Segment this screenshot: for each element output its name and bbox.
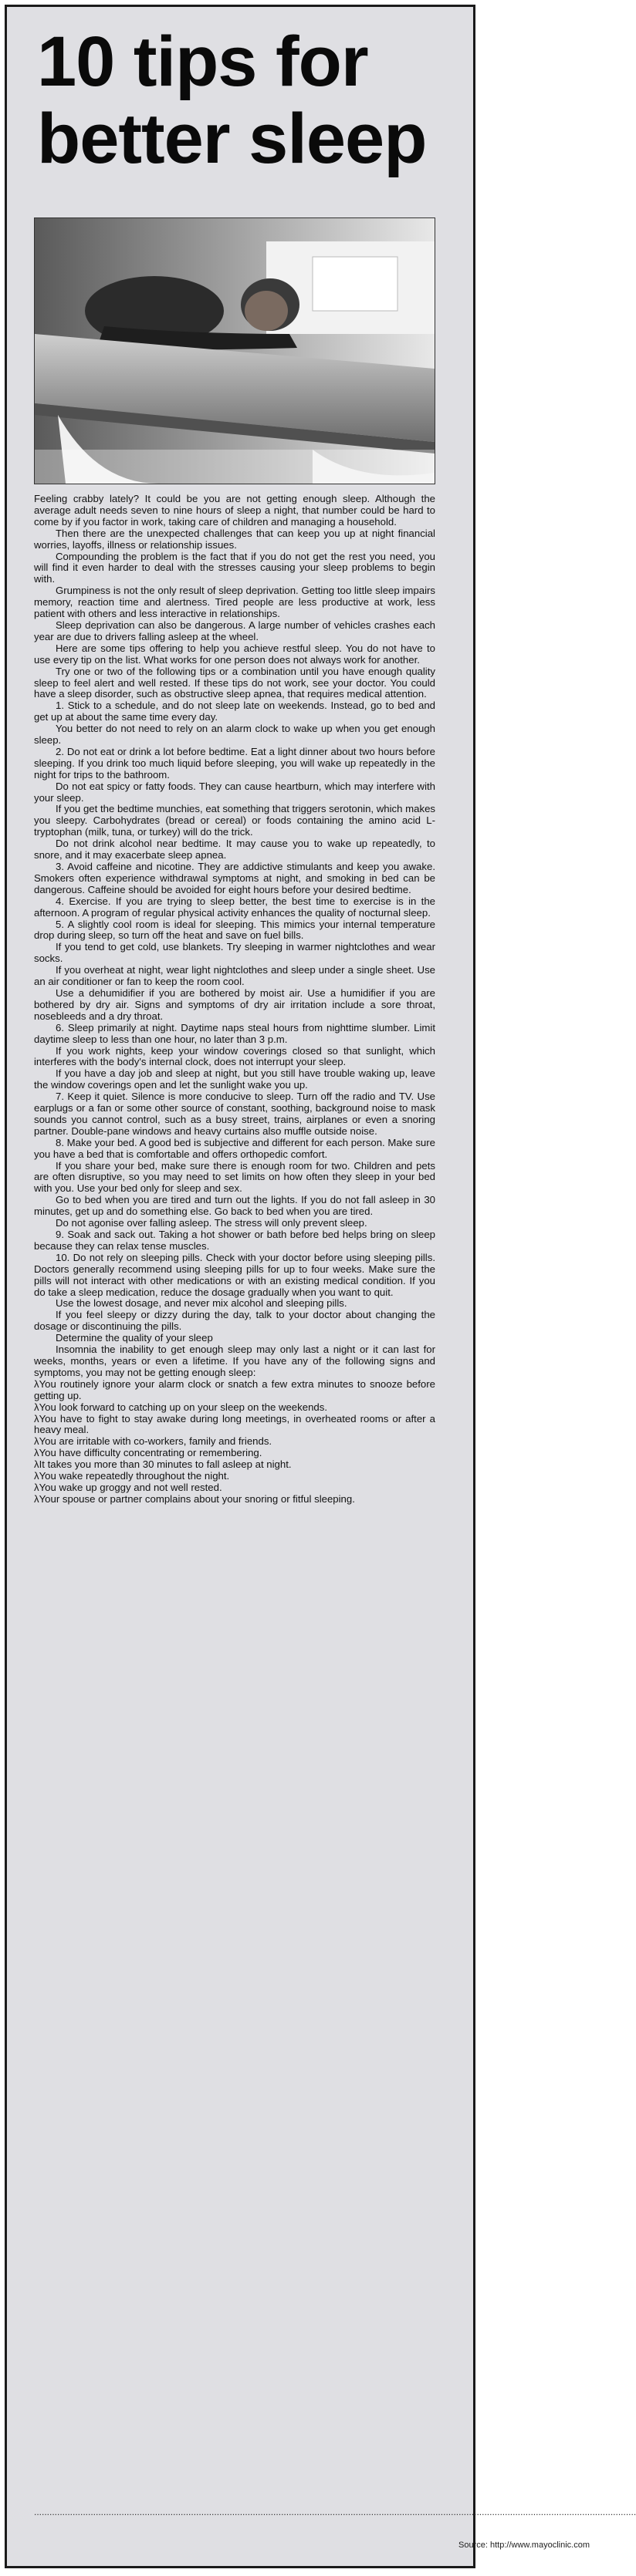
article-paragraph: Go to bed when you are tired and turn out the lights. If you do not fall asleep in 30 minutes, get up and do something else. Go back to bed when you are tired.	[34, 1194, 435, 1218]
article-paragraph: Grumpiness is not the only result of sleep deprivation. Getting too little sleep impairs memory, reaction time and alertness. Tired people are less productive at work, less patient with others and less interactive in relationships.	[34, 585, 435, 620]
article-paragraph: Here are some tips offering to help you achieve restful sleep. You do not have to use every tip on the list. What works for one person does not always work for another.	[34, 642, 435, 666]
article-body	[34, 494, 435, 1505]
article-paragraph: 10. Do not rely on sleeping pills. Check with your doctor before using sleeping pills. Doctors generally recommend using sleeping pills for up to four weeks. Make sure the pills will not interact with other medications or with an existing medical condition. If you do take a sleep medication, reduce the dosage gradually when you want to quit.	[34, 1251, 435, 1298]
article-paragraph: Try one or two of the following tips or a combination until you have enough quality sleep to feel alert and well rested. If these tips do not work, see your doctor. You could have a sleep disorder, such as obstructive sleep apnea, that requires medical attention.	[34, 665, 435, 700]
symptom-item: λYou wake repeatedly throughout the night.	[34, 1470, 230, 1482]
article-paragraph: Compounding the problem is the fact that if you do not get the rest you need, you will find it even harder to deal with the stresses causing your sleep problems to begin with.	[34, 550, 435, 585]
article-paragraph: 2. Do not eat or drink a lot before bedtime. Eat a light dinner about two hours before sleeping. If you drink too much liquid before sleeping, you will wake up repeatedly in the night for trips to the bathroom.	[34, 745, 435, 781]
article-paragraph: 3. Avoid caffeine and nicotine. They are addictive stimulants and keep you awake. Smokers often experience withdrawal symptoms at night, and smoking in bed can be dangerous. Caffeine should be avoided for eight hours before your desired bedtime.	[34, 861, 435, 895]
source-credit: Source: http://www.mayoclinic.com	[458, 2541, 590, 2550]
article-paragraph: 9. Soak and sack out. Taking a hot shower or bath before bed helps bring on sleep because they can relax tense muscles.	[34, 1229, 435, 1252]
article-paragraph: If you overheat at night, wear light nightclothes and sleep under a single sheet. Use an air conditioner or fan to keep the room cool.	[34, 964, 435, 988]
article-paragraph: If you have a day job and sleep at night, but you still have trouble waking up, leave the window coverings open and let the sunlight wake you up.	[34, 1067, 435, 1091]
article-title: 10 tips for better sleep	[37, 22, 427, 178]
symptom-item: λYou look forward to catching up on your sleep on the weekends.	[34, 1401, 327, 1413]
symptom-item: λYou are irritable with co-workers, family and friends.	[34, 1435, 272, 1448]
article-paragraph: If you share your bed, make sure there is enough room for two. Children and pets are often disruptive, so you may need to set limits on how often they sleep in your bed with you. Use your bed only for sleep and sex.	[34, 1159, 435, 1195]
symptom-item: λYou have difficulty concentrating or remembering.	[34, 1447, 262, 1459]
article-paragraph: 4. Exercise. If you are trying to sleep better, the best time to exercise is in the afternoon. A program of regular physical activity enhances the quality of nocturnal sleep.	[34, 895, 435, 919]
article-paragraph: 6. Sleep primarily at night. Daytime naps steal hours from nighttime slumber. Limit daytime sleep to less than one hour, no later than 3 p.m.	[34, 1021, 435, 1045]
article-paragraph: Do not drink alcohol near bedtime. It may cause you to wake up repeatedly, to snore, and it may exacerbate sleep apnea.	[34, 838, 435, 861]
separator-dots: ..........................................................................................................................................................................................................................................	[34, 2507, 636, 2517]
article-paragraph: Insomnia the inability to get enough sleep may only last a night or it can last for weeks, months, years or even a lifetime. If you have any of the following signs and symptoms, you may not be getting enough sleep:	[34, 1344, 435, 1378]
article-paragraph: You better do not need to rely on an alarm clock to wake up when you get enough sleep.	[34, 723, 435, 747]
article-paragraph: Do not agonise over falling asleep. The stress will only prevent sleep.	[56, 1217, 367, 1229]
symptom-item: λYou wake up groggy and not well rested.	[34, 1481, 222, 1493]
symptom-item: λYou have to fight to stay awake during long meetings, in overheated rooms or after a heavy meal.	[34, 1412, 435, 1436]
article-paragraph: If you tend to get cold, use blankets. Try sleeping in warmer nightclothes and wear socks.	[34, 941, 435, 965]
article-paragraph: If you get the bedtime munchies, eat something that triggers serotonin, which makes you sleepy. Carbohydrates (bread or cereal) or foods containing the amino acid L-tryptophan (milk, tuna, or turkey) will do the trick.	[34, 803, 435, 838]
article-paragraph: If you work nights, keep your window coverings closed so that sunlight, which interferes with the body's internal clock, does not interrupt your sleep.	[34, 1044, 435, 1068]
article-paragraph: 5. A slightly cool room is ideal for sleeping. This mimics your internal temperature drop during sleep, so turn off the heat and save on fuel bills.	[34, 918, 435, 942]
article-paragraph: 8. Make your bed. A good bed is subjective and different for each person. Make sure you have a bed that is comfortable and offers orthopedic comfort.	[34, 1136, 435, 1160]
article-paragraph: Feeling crabby lately? It could be you are not getting enough sleep. Although the average adult needs seven to nine hours of sleep a night, that number could be hard to come by if you factor in work, taking care of children and managing a household.	[34, 493, 435, 528]
symptom-item: λYou routinely ignore your alarm clock or snatch a few extra minutes to snooze before getting up.	[34, 1377, 435, 1401]
article-paragraph: 1. Stick to a schedule, and do not sleep late on weekends. Instead, go to bed and get up at about the same time every day.	[34, 700, 435, 723]
man-sleeping-photo	[34, 217, 435, 484]
article-paragraph: Use a dehumidifier if you are bothered by moist air. Use a humidifier if you are bothered by dry air. Signs and symptoms of dry air irritation include a sore throat, nosebleeds and a dry throat.	[34, 986, 435, 1022]
article-paragraph: If you feel sleepy or dizzy during the day, talk to your doctor about changing the dosage or discontinuing the pills.	[34, 1309, 435, 1333]
article-paragraph: Use the lowest dosage, and never mix alcohol and sleeping pills.	[56, 1297, 347, 1310]
photo-illustration	[35, 218, 435, 484]
article-paragraph: Do not eat spicy or fatty foods. They can cause heartburn, which may interfere with your sleep.	[34, 780, 435, 804]
symptom-item: λIt takes you more than 30 minutes to fall asleep at night.	[34, 1458, 292, 1471]
article-paragraph: Sleep deprivation can also be dangerous. A large number of vehicles crashes each year are due to drivers falling asleep at the wheel.	[34, 619, 435, 642]
symptom-item: λYour spouse or partner complains about your snoring or fitful sleeping.	[34, 1492, 355, 1505]
article-paragraph: Determine the quality of your sleep	[56, 1332, 213, 1344]
article-paragraph: 7. Keep it quiet. Silence is more conducive to sleep. Turn off the radio and TV. Use earplugs or a fan or some other source of constant, soothing, background noise to mask sounds you cannot control, such as a busy street, trains, airplanes or even a snoring partner. Double-pane windows and heavy curtains also muffle outside noise.	[34, 1091, 435, 1137]
article-paragraph: Then there are the unexpected challenges that can keep you up at night financial worries, layoffs, illness or relationship issues.	[34, 527, 435, 551]
